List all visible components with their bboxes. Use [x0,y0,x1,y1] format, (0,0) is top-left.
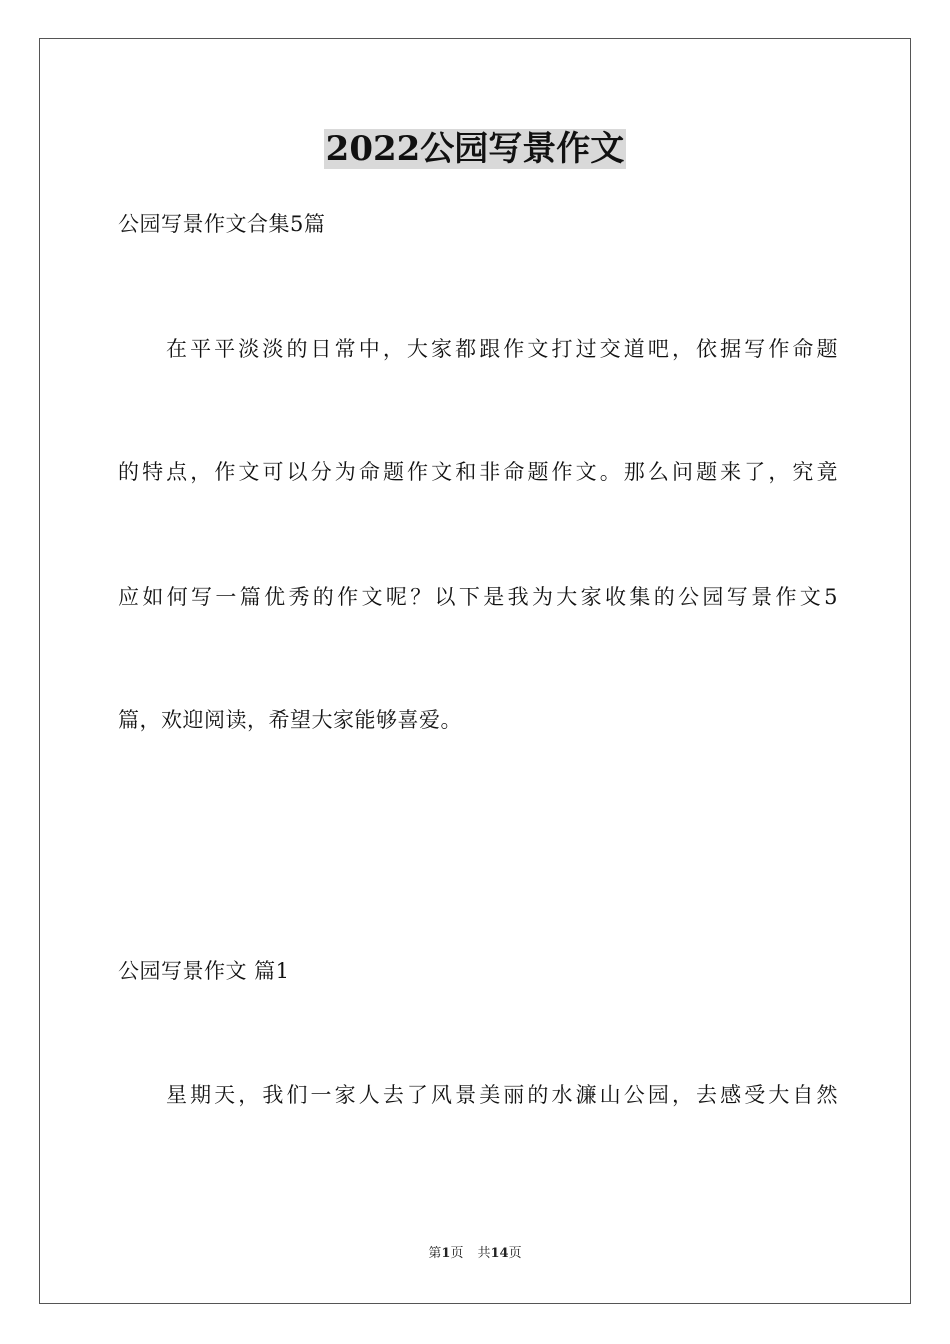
footer-total-prefix: 共 [477,1246,491,1261]
document-title [0,126,950,172]
section-heading: 公园写景作文 篇1 [118,959,290,983]
intro-line-4: 篇，欢迎阅读，希望大家能够喜爱。 [118,708,462,732]
footer-total-pages: 14 [490,1246,509,1261]
footer-total-suffix: 页 [508,1246,522,1261]
footer-page-number: 1 [441,1246,451,1261]
intro-line-1: 在平平淡淡的日常中，大家都跟作文打过交道吧，依据写作命题 [166,337,838,361]
footer-page-prefix: 第 [428,1246,442,1261]
page-footer [0,1245,950,1263]
intro-line-3: 应如何写一篇优秀的作文呢？以下是我为大家收集的公园写景作文5 [118,585,838,609]
footer-page-suffix: 页 [450,1246,464,1261]
intro-line-2: 的特点，作文可以分为命题作文和非命题作文。那么问题来了，究竟 [118,460,838,484]
section-line-1: 星期天，我们一家人去了风景美丽的水濂山公园，去感受大自然 [166,1083,838,1107]
document-subtitle: 公园写景作文合集5篇 [118,212,326,236]
document-title-text: 2022公园写景作文 [325,129,625,169]
